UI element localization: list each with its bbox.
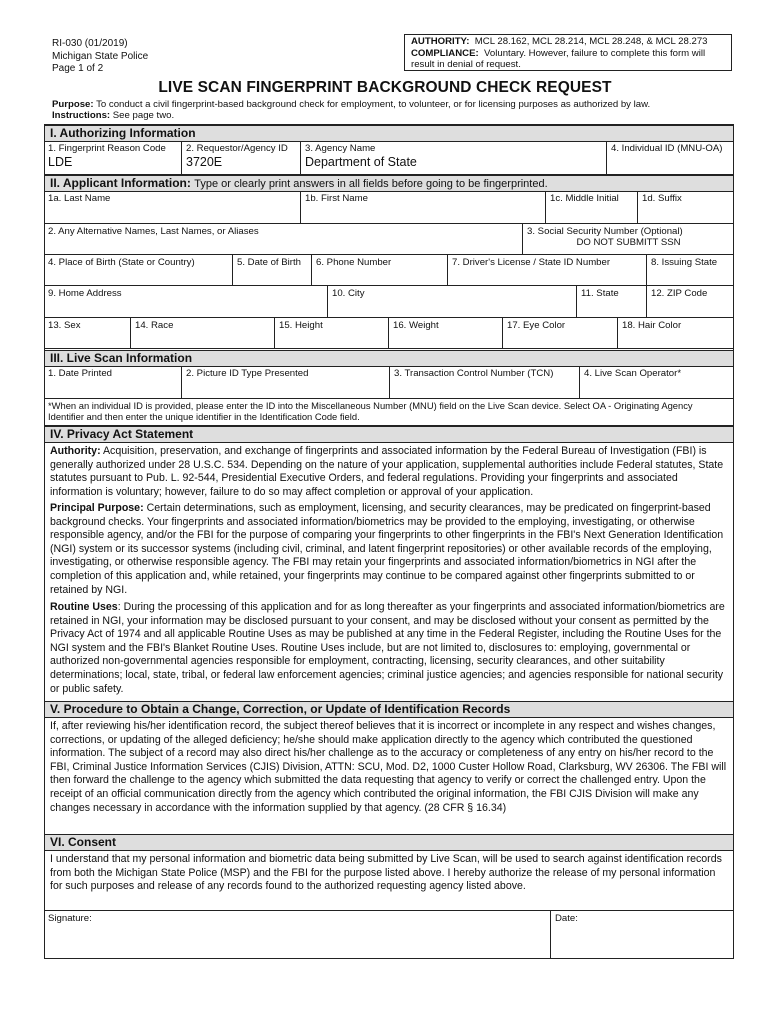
page-number: Page 1 of 2 — [52, 63, 104, 74]
ssn-field[interactable] — [522, 224, 734, 254]
signature-field[interactable] — [44, 911, 550, 959]
section-applicant-information — [44, 175, 734, 192]
live-scan-note-row — [44, 399, 734, 426]
authority-box — [404, 34, 732, 71]
first-name-label: 1b. First Name — [305, 193, 368, 204]
height-field[interactable] — [274, 318, 388, 348]
ssn-label: 3. Social Security Number (Optional) — [527, 226, 683, 237]
date-printed-field[interactable] — [44, 366, 181, 398]
requestor-agency-id-value: 3720E — [186, 155, 223, 169]
routine-uses-label: Routine Uses — [50, 601, 118, 613]
signature-row — [44, 910, 734, 959]
hair-color-field[interactable] — [617, 318, 734, 348]
instructions-label: Instructions: — [52, 110, 111, 121]
eye-color-label: 17. Eye Color — [507, 320, 566, 331]
applicant-information-subtitle: Type or clearly print answers in all fields before going to be fingerprinted. — [194, 178, 548, 190]
individual-id-field[interactable] — [606, 141, 734, 174]
sex-field[interactable] — [44, 318, 130, 348]
privacy-authority-text: Acquisition, preservation, and exchange of fingerprints and associated information by the Federal Bureau of Investigation (FBI) is generally authorized under 28 U.S.C. 534. Depending on the nature of your application, supplemental authorities include Federal statutes, State statutes pursuant to Pub. L. 92-544, Presidential Executive Orders, and federal regulations. Providing your fingerprints and associated information is voluntary; however, failure to do so may affect completion or approval of your application. — [50, 445, 724, 498]
purpose-label: Purpose: — [52, 99, 94, 110]
issuing-state-field[interactable] — [646, 255, 734, 285]
zip-code-label: 12. ZIP Code — [651, 288, 708, 299]
tcn-field[interactable] — [389, 366, 579, 398]
picture-id-type-label: 2. Picture ID Type Presented — [186, 368, 309, 379]
authority-text: MCL 28.162, MCL 28.214, MCL 28.248, & MCL 28.273 — [474, 36, 708, 47]
last-name-field[interactable] — [44, 191, 300, 223]
first-name-field[interactable] — [300, 191, 545, 223]
home-address-label: 9. Home Address — [48, 288, 122, 299]
tcn-label: 3. Transaction Control Number (TCN) — [394, 368, 554, 379]
compliance-text: Voluntary. However, failure to complete this form will result in denial of request. — [411, 47, 706, 70]
drivers-license-field[interactable] — [447, 255, 646, 285]
section-procedure: V. Procedure to Obtain a Change, Correction, or Update of Identification Records — [44, 701, 734, 718]
eye-color-field[interactable] — [502, 318, 617, 348]
privacy-authority-paragraph — [50, 445, 730, 499]
ssn-note: DO NOT SUBMITT SSN — [576, 237, 681, 248]
state-label: 11. State — [581, 288, 619, 299]
address-row — [44, 286, 734, 318]
live-scan-row — [44, 366, 734, 399]
form-header-left — [52, 38, 148, 76]
purpose-text: To conduct a civil fingerprint-based background check for employment, to volunteer, or for licensing purposes as authorized by law. — [96, 99, 651, 110]
date-of-birth-field[interactable] — [232, 255, 311, 285]
authority-label: AUTHORITY: — [411, 36, 470, 47]
date-field[interactable] — [550, 911, 734, 959]
weight-label: 16. Weight — [393, 320, 439, 331]
middle-initial-field[interactable] — [545, 191, 637, 223]
requestor-agency-id-label: 2. Requestor/Agency ID — [186, 143, 288, 154]
consent-paragraph: I understand that my personal information and biometric data being submitted by Live Scan, will be used to search against identification records from both the Michigan State Police (MSP) and the FBI for the purpose listed above. I hereby authorize the release of my personal information for such purposes and release of any records found to the authorized requesting agency listed above. — [50, 853, 722, 893]
fingerprint-reason-code-value: LDE — [48, 155, 73, 169]
live-scan-note: *When an individual ID is provided, please enter the ID into the Miscellaneous Number (MNU) field on the Live Scan device. Select OA - Originating Agency Identifier and then enter the unique identifier in the Identification Code field. — [48, 400, 693, 422]
applicant-information-title: II. Applicant Information: — [50, 176, 191, 190]
date-label: Date: — [555, 913, 578, 924]
date-of-birth-label: 5. Date of Birth — [237, 257, 301, 268]
suffix-label: 1d. Suffix — [642, 193, 682, 204]
suffix-field[interactable] — [637, 191, 734, 223]
individual-id-label: 4. Individual ID (MNU-OA) — [611, 143, 723, 154]
race-label: 14. Race — [135, 320, 174, 331]
principal-purpose-text: Certain determinations, such as employment, licensing, and security clearances, may be predicated on fingerprint-based background checks. Your fingerprints and associated information/biometrics may be provided to the employing, investigating, or otherwise responsible agency, and/or the FBI for the purpose of comparing your fingerprints to other fingerprints in the FBI's Next Generation Identification (NGI) system or its successor systems (including civil, criminal, and latent fingerprint repositories) or other available records of the employing, investigating, or otherwise responsible agency. The FBI may retain your fingerprints and associated information/biometrics in NGI after the completion of this application and, while retained, your fingerprints may continue to be compared against other fingerprints submitted to or retained by NGI. — [50, 502, 724, 596]
form-id: RI-030 (01/2019) — [52, 38, 128, 49]
city-label: 10. City — [332, 288, 365, 299]
live-scan-operator-label: 4. Live Scan Operator* — [584, 368, 682, 379]
section-live-scan-information: III. Live Scan Information — [44, 350, 734, 367]
date-printed-label: 1. Date Printed — [48, 368, 112, 379]
agency-name: Michigan State Police — [52, 50, 149, 62]
home-address-field[interactable] — [44, 286, 327, 317]
authorizing-row — [44, 141, 734, 175]
procedure-paragraph: If, after reviewing his/her identification record, the subject thereof believes that it is incorrect or incomplete in any respect and wishes changes, corrections, or updating of the alleged deficiency; he/she should make application directly to the agency which contributed the questioned information. The subject of a record may also direct his/her challenge as to the accuracy or completeness of any entry on his/her record to the FBI, Criminal Justice Information Services (CJIS) Division, ATTN: SCU, Mod. D2, 1000 Custer Hollow Road, Clarksburg, WV 26306. The FBI will then forward the challenge to the agency which submitted the data requesting that agency to verify or correct the challenged entry. Upon the receipt of an official communication directly from the agency which contributed the original information, the FBI CJIS Division will make any changes necessary in accordance with the information supplied by that agency. (28 CFR § 16.34) — [50, 720, 727, 814]
section-consent: VI. Consent — [44, 834, 734, 851]
weight-field[interactable] — [388, 318, 502, 348]
middle-initial-label: 1c. Middle Initial — [550, 193, 619, 204]
agency-name-value: Department of State — [305, 155, 417, 169]
section-authorizing-information: I. Authorizing Information — [44, 125, 734, 142]
physical-row — [44, 318, 734, 349]
alias-row — [44, 224, 734, 255]
name-row — [44, 191, 734, 224]
phone-number-field[interactable] — [311, 255, 447, 285]
section-privacy-act-statement: IV. Privacy Act Statement — [44, 426, 734, 443]
city-field[interactable] — [327, 286, 576, 317]
live-scan-operator-field[interactable] — [579, 366, 734, 398]
fingerprint-reason-code-label: 1. Fingerprint Reason Code — [48, 143, 166, 154]
place-of-birth-label: 4. Place of Birth (State or Country) — [48, 257, 195, 268]
alternative-names-field[interactable] — [44, 224, 522, 254]
phone-number-label: 6. Phone Number — [316, 257, 392, 268]
issuing-state-label: 8. Issuing State — [651, 257, 718, 268]
alternative-names-label: 2. Any Alternative Names, Last Names, or Aliases — [48, 226, 259, 237]
zip-code-field[interactable] — [646, 286, 734, 317]
agency-name-field[interactable] — [300, 141, 606, 174]
fingerprint-reason-code-field[interactable] — [44, 141, 181, 174]
state-field[interactable] — [576, 286, 646, 317]
principal-purpose-paragraph — [50, 502, 730, 597]
signature-label: Signature: — [48, 913, 92, 924]
routine-uses-paragraph — [50, 601, 730, 696]
privacy-authority-label: Authority: — [50, 445, 101, 457]
requestor-agency-id-field[interactable] — [181, 141, 300, 174]
birth-row — [44, 255, 734, 286]
last-name-label: 1a. Last Name — [48, 193, 111, 204]
purpose-block — [52, 99, 742, 121]
race-field[interactable] — [130, 318, 274, 348]
drivers-license-label: 7. Driver's License / State ID Number — [452, 257, 611, 268]
picture-id-type-field[interactable] — [181, 366, 389, 398]
routine-uses-text: : During the processing of this application and for as long thereafter as your fingerprints and associated information/biometrics are retained in NGI, your information may be disclosed pursuant to your consent, and may be disclosed without your consent as permitted by the Privacy Act of 1974 and all applicable Routine Uses as may be published at any time in the Federal Register, including the Routine Uses for the NGI system and the FBI's Blanket Routine Uses. Routine Uses include, but are not limited to, disclosures to: employing, governmental or authorized non-governmental agencies responsible for employment, contracting, licensing, security clearances, and other suitability determinations; local, state, tribal, or federal law enforcement agencies; criminal justice agencies; and agencies responsible for national security or public safety. — [50, 601, 725, 695]
compliance-label: COMPLIANCE: — [411, 47, 479, 59]
hair-color-label: 18. Hair Color — [622, 320, 682, 331]
page-title: LIVE SCAN FINGERPRINT BACKGROUND CHECK REQUEST — [158, 79, 612, 96]
sex-label: 13. Sex — [48, 320, 81, 331]
principal-purpose-label: Principal Purpose: — [50, 502, 144, 514]
place-of-birth-field[interactable] — [44, 255, 232, 285]
instructions-text: See page two. — [112, 110, 175, 121]
height-label: 15. Height — [279, 320, 323, 331]
agency-name-label: 3. Agency Name — [305, 143, 376, 154]
